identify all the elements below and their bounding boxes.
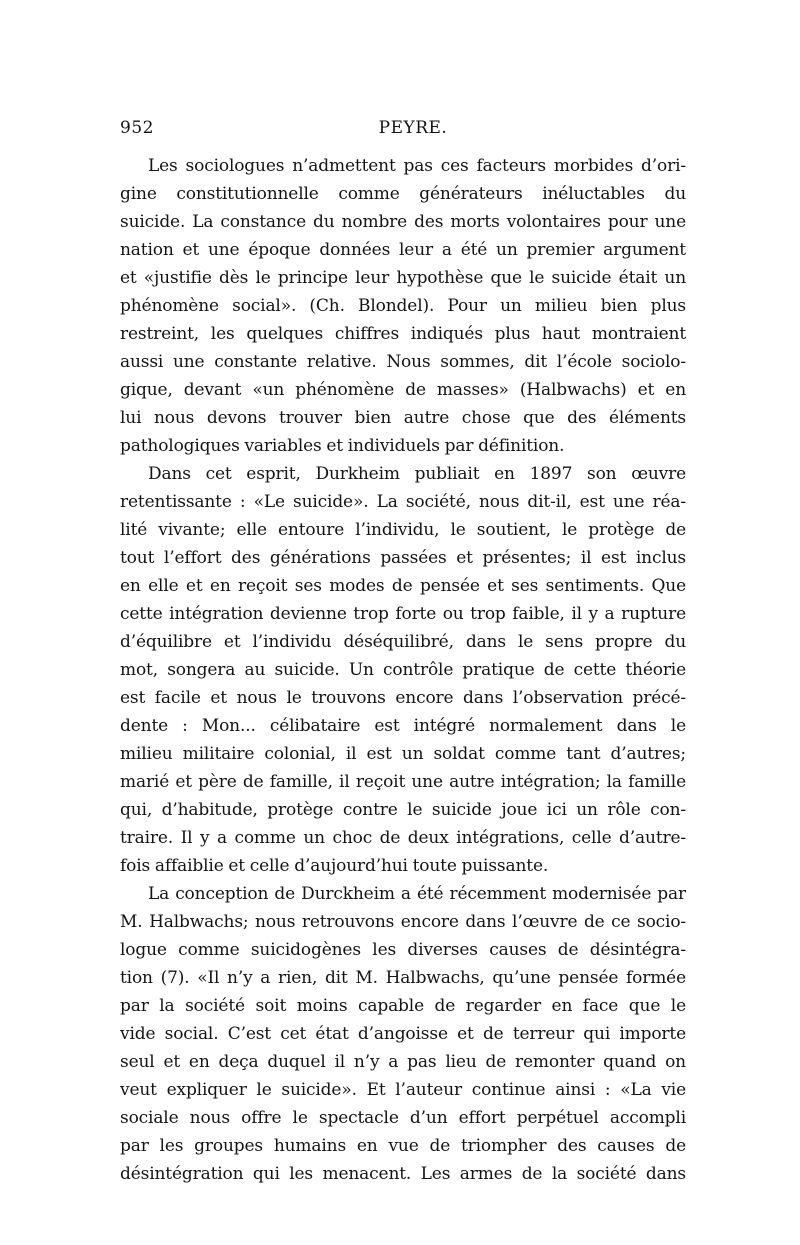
paragraph xyxy=(120,152,686,460)
text-line: nation et une époque données leur a été un premier argument xyxy=(120,240,686,260)
text-line: gique, devant «un phénomène de masses» (Halbwachs) et en xyxy=(120,380,686,400)
text-line: cette intégration devienne trop forte ou trop faible, il y a rupture xyxy=(120,604,686,624)
paragraph xyxy=(120,460,686,880)
paragraph xyxy=(120,880,686,1188)
text-line: mot, songera au suicide. Un contrôle pratique de cette théorie xyxy=(120,660,686,680)
text-line: en elle et en reçoit ses modes de pensée et ses sentiments. Que xyxy=(120,576,686,596)
text-line: phénomène social». (Ch. Blondel). Pour un milieu bien plus xyxy=(120,296,686,316)
text-line: tion (7). «Il n’y a rien, dit M. Halbwachs, qu’une pensée formée xyxy=(120,968,686,988)
running-head: PEYRE. xyxy=(378,118,448,138)
text-line: aussi une constante relative. Nous sommes, dit l’école sociolo- xyxy=(120,352,686,372)
text-line: tout l’effort des générations passées et présentes; il est inclus xyxy=(120,548,686,568)
text-line: Dans cet esprit, Durkheim publiait en 1897 son œuvre xyxy=(148,464,686,484)
text-line: fois affaiblie et celle d’aujourd’hui toute puissante. xyxy=(120,856,549,876)
page-header xyxy=(120,118,686,148)
text-line: dente : Mon... célibataire est intégré normalement dans le xyxy=(120,716,686,736)
text-line: Les sociologues n’admettent pas ces facteurs morbides d’ori- xyxy=(148,156,686,176)
text-line: M. Halbwachs; nous retrouvons encore dans l’œuvre de ce socio- xyxy=(120,912,686,932)
text-line: et «justifie dès le principe leur hypothèse que le suicide était un xyxy=(120,268,686,288)
text-line: lité vivante; elle entoure l’individu, le soutient, le protège de xyxy=(120,520,686,540)
text-line: veut expliquer le suicide». Et l’auteur continue ainsi : «La vie xyxy=(120,1080,686,1100)
text-line: par la société soit moins capable de regarder en face que le xyxy=(120,996,686,1016)
text-line: milieu militaire colonial, il est un soldat comme tant d’autres; xyxy=(120,744,686,764)
text-line: sociale nous offre le spectacle d’un effort perpétuel accompli xyxy=(120,1108,686,1128)
text-line: retentissante : «Le suicide». La société, nous dit-il, est une réa- xyxy=(120,492,686,512)
text-line: logue comme suicidogènes les diverses causes de désintégra- xyxy=(120,940,686,960)
text-line: d’équilibre et l’individu déséquilibré, dans le sens propre du xyxy=(120,632,686,652)
text-line: traire. Il y a comme un choc de deux intégrations, celle d’autre- xyxy=(120,828,686,848)
text-line: lui nous devons trouver bien autre chose que des éléments xyxy=(120,408,686,428)
text-line: suicide. La constance du nombre des morts volontaires pour une xyxy=(120,212,686,232)
body-text xyxy=(120,152,686,1188)
text-line: La conception de Durckheim a été récemment modernisée par xyxy=(148,884,686,904)
text-line: désintégration qui les menacent. Les armes de la société dans xyxy=(120,1164,686,1184)
text-line: seul et en deça duquel il n’y a pas lieu de remonter quand on xyxy=(120,1052,686,1072)
text-line: est facile et nous le trouvons encore dans l’observation précé- xyxy=(120,688,686,708)
text-line: restreint, les quelques chiffres indiqués plus haut montraient xyxy=(120,324,686,344)
text-line: marié et père de famille, il reçoit une autre intégration; la famille xyxy=(120,772,686,792)
text-line: par les groupes humains en vue de triompher des causes de xyxy=(120,1136,686,1156)
text-line: pathologiques variables et individuels par définition. xyxy=(120,436,565,456)
text-line: vide social. C’est cet état d’angoisse et de terreur qui importe xyxy=(120,1024,686,1044)
page-number: 952 xyxy=(120,118,154,138)
text-line: gine constitutionnelle comme générateurs inéluctables du xyxy=(120,184,686,204)
text-line: qui, d’habitude, protège contre le suicide joue ici un rôle con- xyxy=(120,800,686,820)
